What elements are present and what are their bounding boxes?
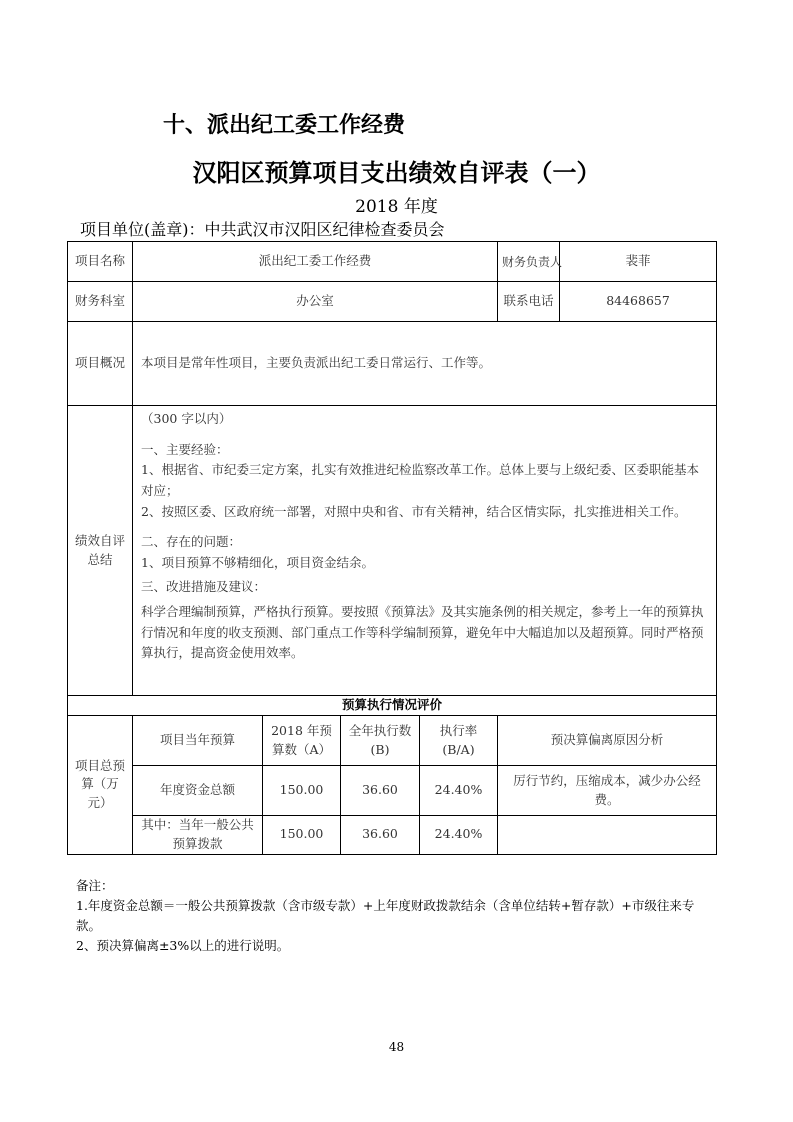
notes xyxy=(76,876,716,956)
project-name-label: 项目名称 xyxy=(68,242,133,282)
header-item: 项目当年预算 xyxy=(133,716,263,766)
table-row xyxy=(68,716,717,766)
evaluation-label: 绩效自评总结 xyxy=(68,406,133,696)
row-reason xyxy=(498,816,717,855)
finance-dept-label: 财务科室 xyxy=(68,282,133,322)
finance-dept-value: 办公室 xyxy=(133,282,498,322)
table-row xyxy=(68,322,717,406)
row-budget: 150.00 xyxy=(263,816,341,855)
evaluation-summary xyxy=(133,406,717,696)
header-budget: 2018 年预算数（A） xyxy=(263,716,341,766)
finance-head-value: 裴菲 xyxy=(560,242,717,282)
table-row xyxy=(68,766,717,816)
evaluation-para-1: 1、根据省、市纪委三定方案，扎实有效推进纪检监察改革工作。总体上要与上级纪委、区委职能基本对应； xyxy=(141,462,699,498)
budget-side-label: 项目总预算（万元） xyxy=(68,716,133,855)
finance-head-label: 财务负责人 xyxy=(498,242,560,282)
evaluation-para-3: 1、项目预算不够精细化，项目资金结余。 xyxy=(141,554,374,570)
evaluation-para-4: 科学合理编制预算，严格执行预算。要按照《预算法》及其实施条例的相关规定，参考上一年的预算执行情况和年度的收支预测、部门重点工作等科学编制预算，避免年中大幅追加以及超预算。同时严格预算执行，提高资金使用效率。 xyxy=(141,604,704,661)
row-budget: 150.00 xyxy=(263,766,341,816)
note-2: 2、预决算偏离±3%以上的进行说明。 xyxy=(76,938,290,953)
phone-value: 84468657 xyxy=(560,282,717,322)
table-row xyxy=(68,816,717,855)
evaluation-heading-3: 三、改进措施及建议： xyxy=(141,579,267,595)
row-reason: 厉行节约，压缩成本，减少办公经费。 xyxy=(498,766,717,816)
row-executed: 36.60 xyxy=(341,766,420,816)
main-title: 汉阳区预算项目支出绩效自评表（一） xyxy=(192,158,601,187)
evaluation-heading-1: 一、主要经验： xyxy=(141,441,229,457)
row-executed: 36.60 xyxy=(341,816,420,855)
table-row xyxy=(68,242,717,282)
evaluation-heading-2: 二、存在的问题： xyxy=(141,534,242,550)
project-unit-line: 项目单位(盖章)：中共武汉市汉阳区纪律检查委员会 xyxy=(80,220,445,239)
header-reason: 预决算偏离原因分析 xyxy=(498,716,717,766)
row-item: 其中：当年一般公共预算拨款 xyxy=(133,816,263,855)
phone-label: 联系电话 xyxy=(498,282,560,322)
row-rate: 24.40% xyxy=(420,766,498,816)
self-evaluation-table xyxy=(67,241,717,855)
header-executed: 全年执行数(B) xyxy=(341,716,420,766)
page-number: 48 xyxy=(388,1040,405,1054)
budget-band-header: 预算执行情况评价 xyxy=(68,696,717,716)
row-item: 年度资金总额 xyxy=(133,766,263,816)
section-title: 十、派出纪工委工作经费 xyxy=(163,113,406,138)
evaluation-para-2: 2、按照区委、区政府统一部署，对照中央和省、市有关精神，结合区情实际，扎实推进相关工作。 xyxy=(141,503,687,519)
overview-label: 项目概况 xyxy=(68,322,133,406)
project-name-value: 派出纪工委工作经费 xyxy=(133,242,498,282)
overview-value: 本项目是常年性项目，主要负责派出纪工委日常运行、工作等。 xyxy=(133,322,717,406)
table-row xyxy=(68,406,717,696)
header-rate: 执行率(B/A) xyxy=(420,716,498,766)
year-label: 2018 年度 xyxy=(355,197,438,217)
note-1: 1.年度资金总额＝一般公共预算拨款（含市级专款）+上年度财政拨款结余（含单位结转+暂存款）+市级往来专款。 xyxy=(76,898,695,933)
evaluation-limit: （300 字以内） xyxy=(141,411,232,426)
notes-title: 备注： xyxy=(76,878,114,893)
row-rate: 24.40% xyxy=(420,816,498,855)
table-row xyxy=(68,696,717,716)
table-row xyxy=(68,282,717,322)
